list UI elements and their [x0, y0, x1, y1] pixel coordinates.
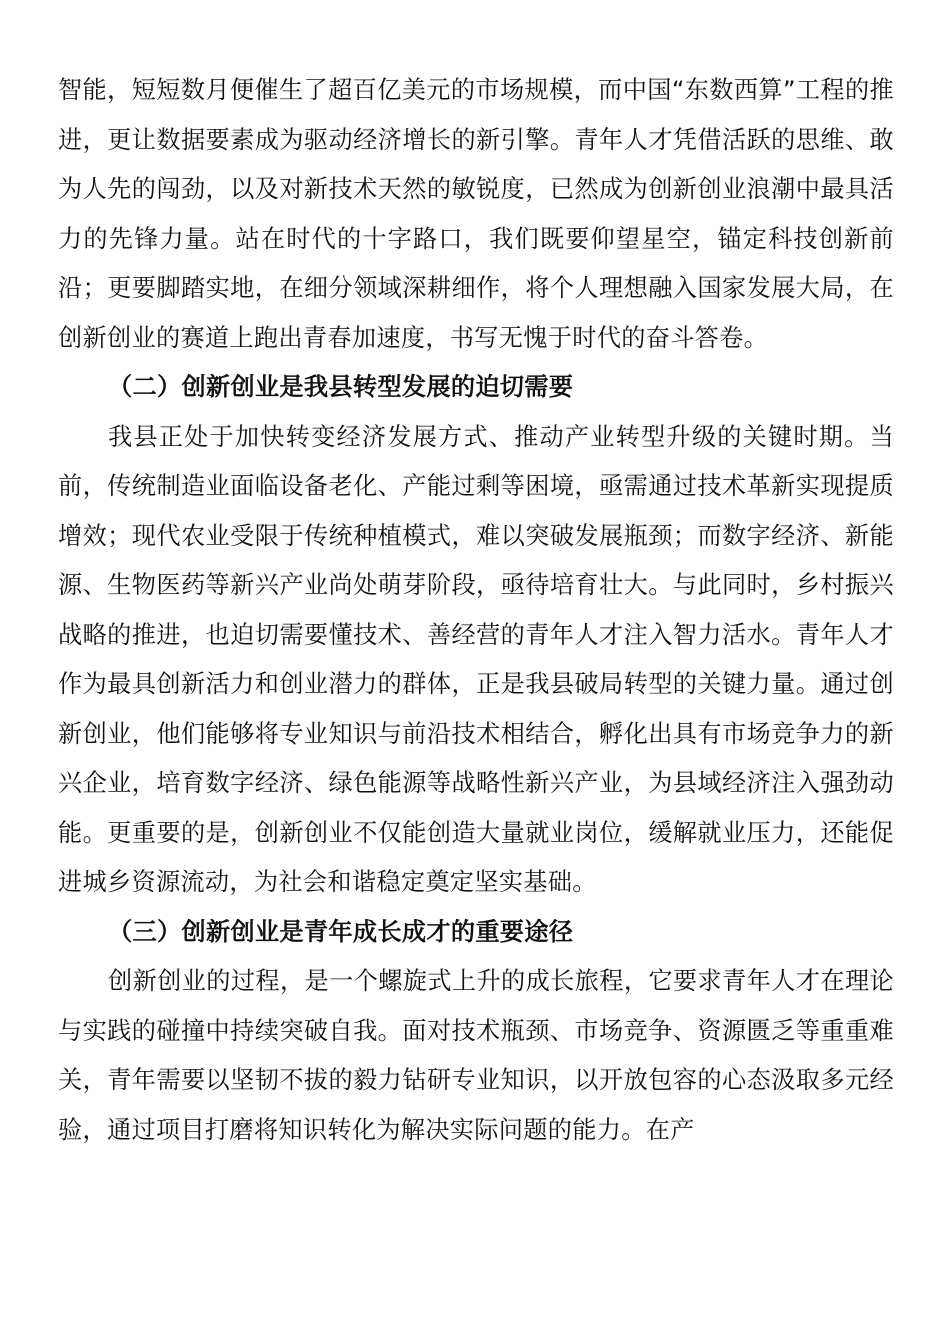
- body-paragraph-continued: 智能，短短数月便催生了超百亿美元的市场规模，而中国“东数西算”工程的推进，更让数据要素成为驱动经济增长的新引擎。青年人才凭借活跃的思维、敢为人先的闯劲，以及对新技术天然的敏锐度，已然成为创新创业浪潮中最具活力的先锋力量。站在时代的十字路口，我们既要仰望星空，锚定科技创新前沿；更要脚踏实地，在细分领域深耕细作，将个人理想融入国家发展大局，在创新创业的赛道上跑出青春加速度，书写无愧于时代的奋斗答卷。: [58, 76, 894, 352]
- section-heading-2: （二）创新创业是我县转型发展的迫切需要: [108, 373, 574, 401]
- document-page: [58, 66, 894, 1155]
- section-heading-3: （三）创新创业是青年成长成才的重要途径: [108, 917, 574, 946]
- body-paragraph-section-2: 我县正处于加快转变经济发展方式、推动产业转型升级的关键时期。当前，传统制造业面临设备老化、产能过剩等困境，亟需通过技术革新实现提质增效；现代农业受限于传统种植模式，难以突破发展瓶颈；而数字经济、新能源、生物医药等新兴产业尚处萌芽阶段，亟待培育壮大。与此同时，乡村振兴战略的推进，也迫切需要懂技术、善经营的青年人才注入智力活水。青年人才作为最具创新活力和创业潜力的群体，正是我县破局转型的关键力量。通过创新创业，他们能够将专业知识与前沿技术相结合，孵化出具有市场竞争力的新兴企业，培育数字经济、绿色能源等战略性新兴产业，为县域经济注入强劲动能。更重要的是，创新创业不仅能创造大量就业岗位，缓解就业压力，还能促进城乡资源流动，为社会和谐稳定奠定坚实基础。: [58, 422, 894, 896]
- body-paragraph-section-3: 创新创业的过程，是一个螺旋式上升的成长旅程，它要求青年人才在理论与实践的碰撞中持续突破自我。面对技术瓶颈、市场竞争、资源匮乏等重重难关，青年需要以坚韧不拔的毅力钻研专业知识，以开放包容的心态汲取多元经验，通过项目打磨将知识转化为解决实际问题的能力。在产: [58, 967, 894, 1144]
